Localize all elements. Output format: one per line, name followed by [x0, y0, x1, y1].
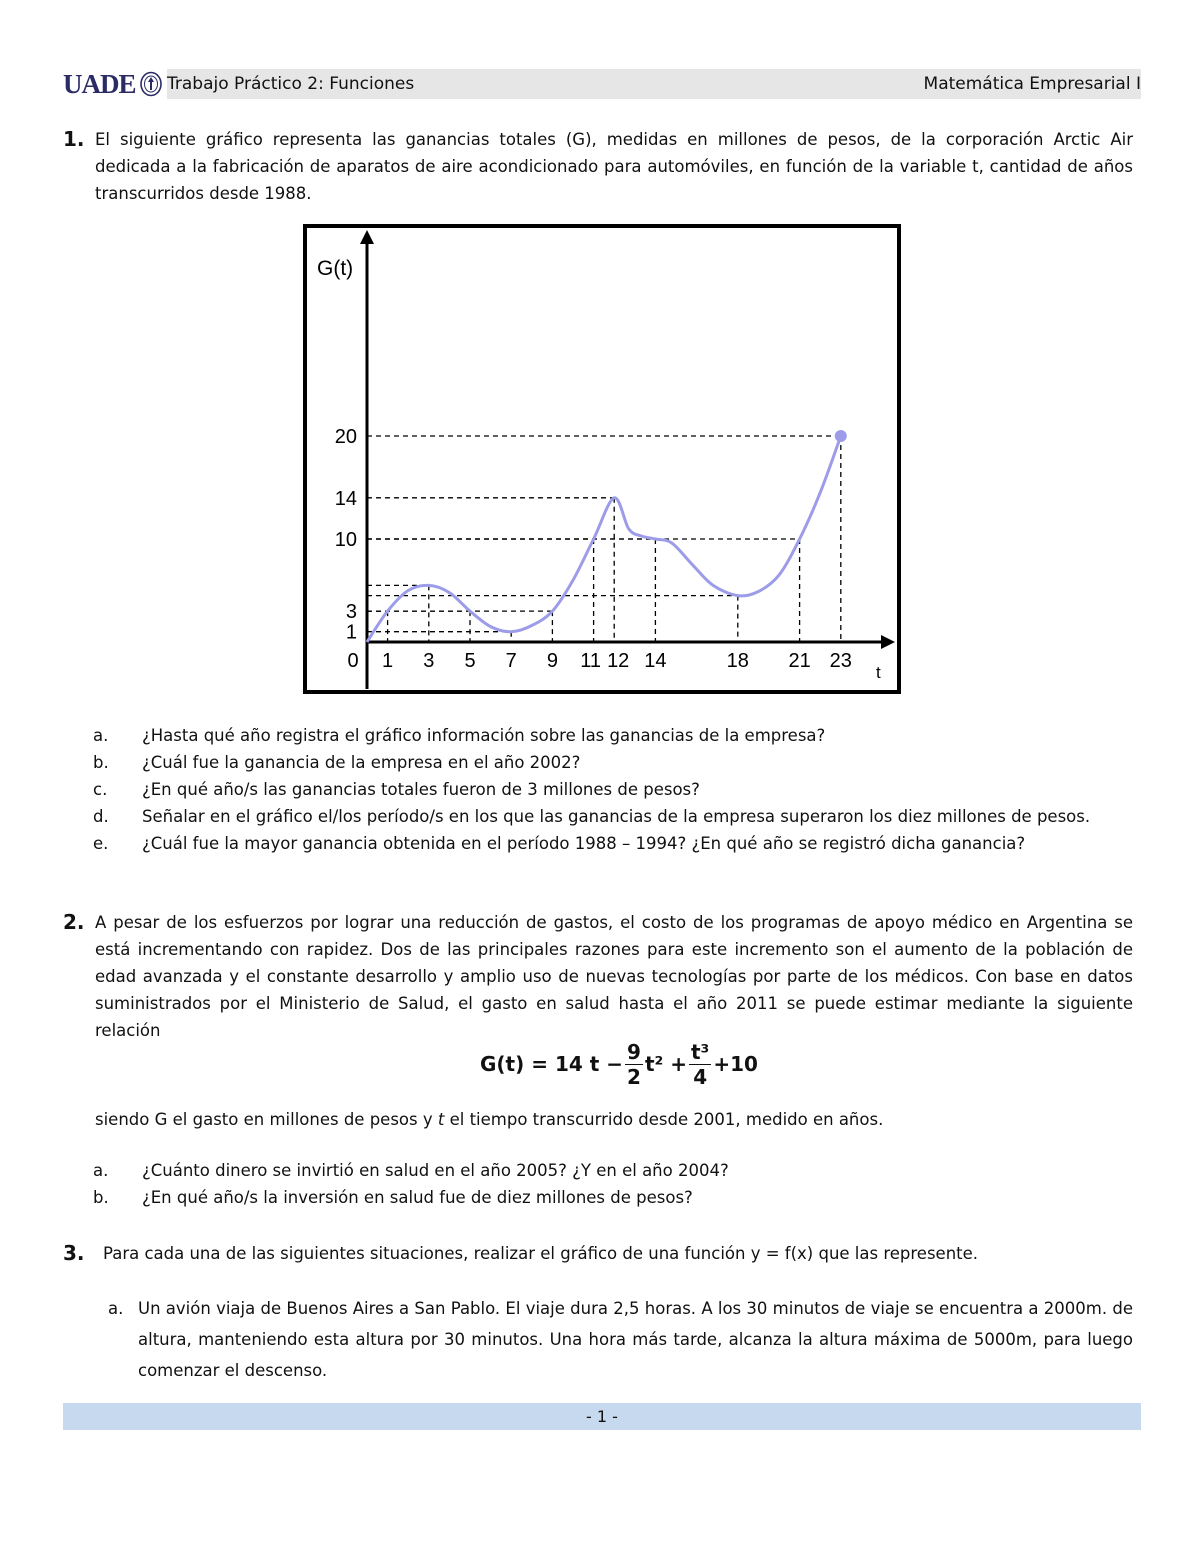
question-number: 3. — [63, 1241, 85, 1265]
fraction-numerator: t³ — [691, 1040, 710, 1064]
page-number: - 1 - — [586, 1407, 618, 1426]
variable-t: t — [437, 1110, 445, 1129]
worksheet-title: Trabajo Práctico 2: Funciones — [167, 74, 415, 94]
y-tick-label: 14 — [334, 487, 357, 510]
question-2-block — [63, 909, 1133, 1044]
formula-end: +10 — [713, 1052, 758, 1076]
uade-logo — [63, 69, 167, 99]
item-letter: a. — [93, 726, 109, 745]
x-tick-label: 11 — [580, 650, 601, 672]
cost-formula — [480, 1040, 758, 1089]
question-3-block — [63, 1240, 1133, 1267]
page-header — [63, 69, 1141, 99]
fraction-denominator: 4 — [693, 1065, 708, 1089]
item-text: ¿En qué año/s la inversión en salud fue de diez millones de pesos? — [142, 1188, 693, 1207]
question-1-items — [93, 722, 1133, 857]
item-letter: b. — [93, 753, 109, 772]
y-tick-label: 10 — [334, 529, 357, 551]
logo-text: UADE — [63, 68, 136, 99]
list-item — [93, 1184, 1133, 1211]
list-item — [93, 1157, 1133, 1184]
fraction-t3-4 — [689, 1040, 711, 1089]
list-item — [93, 722, 1133, 749]
x-tick-label: 9 — [546, 650, 558, 672]
fraction-numerator: 9 — [627, 1040, 641, 1064]
item-text: ¿Cuál fue la ganancia de la empresa en el año 2002? — [142, 753, 581, 772]
x-tick-label: 0 — [347, 650, 359, 672]
question-number: 1. — [63, 127, 85, 151]
fraction-9-2 — [625, 1040, 643, 1089]
x-tick-label: 5 — [464, 650, 476, 672]
y-tick-label: 20 — [334, 426, 357, 448]
item-text: ¿En qué año/s las ganancias totales fueron de 3 millones de pesos? — [142, 780, 700, 799]
question-1-list — [93, 722, 1133, 857]
explanation-text-end: el tiempo transcurrido desde 2001, medido en años. — [444, 1110, 884, 1129]
question-2-items — [93, 1157, 1133, 1211]
list-item — [93, 830, 1133, 857]
fraction-denominator: 2 — [627, 1065, 641, 1089]
y-tick-label: 1 — [345, 621, 357, 644]
x-tick-label: 3 — [423, 650, 435, 672]
y-axis-label: G(t) — [317, 257, 354, 280]
question-3-items — [108, 1293, 1133, 1386]
item-text: ¿Cuánto dinero se invirtió en salud en el año 2005? ¿Y en el año 2004? — [142, 1161, 729, 1180]
item-letter: b. — [93, 1188, 109, 1207]
item-letter: c. — [93, 780, 108, 799]
list-item — [93, 776, 1133, 803]
item-letter: e. — [93, 834, 109, 853]
chart-frame — [305, 226, 899, 692]
question-2-list — [93, 1157, 1133, 1211]
x-tick-label: 12 — [607, 650, 630, 672]
x-tick-label: 14 — [644, 650, 667, 672]
chart-svg — [303, 224, 901, 694]
item-text: ¿Hasta qué año registra el gráfico información sobre las ganancias de la empresa? — [142, 726, 826, 745]
question-1 — [63, 126, 1133, 207]
page-footer — [63, 1403, 1141, 1430]
question-text: A pesar de los esfuerzos por lograr una reducción de gastos, el costo de los programas de apoyo médico en Argentina se está incrementando con rapidez. Dos de las principales razones para este incremento son el aumento de la población de edad avanzada y el constante desarrollo y amplio uso de nuevas tecnologías por parte de los médicos. Con base en datos suministrados por el Ministerio de Salud, el gasto en salud hasta el año 2011 se puede estimar mediante la siguiente relación — [95, 913, 1133, 1040]
list-item — [93, 803, 1133, 830]
x-tick-label: 23 — [829, 650, 852, 672]
x-axis-label: t — [876, 663, 881, 682]
list-item — [93, 749, 1133, 776]
x-tick-label: 7 — [505, 650, 517, 672]
formula-mid: t² + — [644, 1052, 687, 1076]
item-text: Señalar en el gráfico el/los período/s en los que las ganancias de la empresa superaron los diez millones de pesos. — [142, 807, 1091, 826]
item-letter: d. — [93, 807, 109, 826]
x-tick-label: 21 — [788, 650, 811, 672]
list-item — [108, 1293, 1133, 1386]
item-letter: a. — [108, 1299, 124, 1318]
question-number: 2. — [63, 910, 85, 934]
question-2 — [63, 909, 1133, 1044]
explanation-text: siendo G el gasto en millones de pesos y — [95, 1110, 438, 1129]
content — [63, 126, 1133, 207]
question-text: El siguiente gráfico representa las ganancias totales (G), medidas en millones de pesos, de la corporación Arctic Air dedicada a la fabricación de aparatos de aire acondicionado para automóviles, en función de la variable t, cantidad de años transcurridos desde 1988. — [95, 130, 1133, 203]
item-text: Un avión viaja de Buenos Aires a San Pablo. El viaje dura 2,5 horas. A los 30 minutos de viaje se encuentra a 2000m. de altura, manteniendo esta altura por 30 minutos. Una hora más tarde, alcanza la altura máxima de 5000m, para luego comenzar el descenso. — [138, 1299, 1133, 1380]
seal-icon — [139, 71, 163, 97]
endpoint-marker — [835, 430, 847, 442]
x-tick-label: 1 — [382, 650, 394, 672]
question-3 — [63, 1240, 1133, 1267]
course-name: Matemática Empresarial I — [923, 74, 1141, 94]
question-text: Para cada una de las siguientes situaciones, realizar el gráfico de una función y = f(x) que las represente. — [103, 1244, 979, 1263]
formula-explanation — [95, 1106, 1133, 1133]
y-tick-label: 3 — [345, 601, 357, 624]
question-3-list — [108, 1293, 1133, 1386]
formula-lhs: G(t) = 14 t − — [480, 1052, 624, 1076]
profit-chart — [303, 224, 901, 702]
item-text: ¿Cuál fue la mayor ganancia obtenida en el período 1988 – 1994? ¿En qué año se registró dicha ganancia? — [142, 834, 1026, 853]
item-letter: a. — [93, 1161, 109, 1180]
x-tick-label: 18 — [726, 650, 749, 672]
